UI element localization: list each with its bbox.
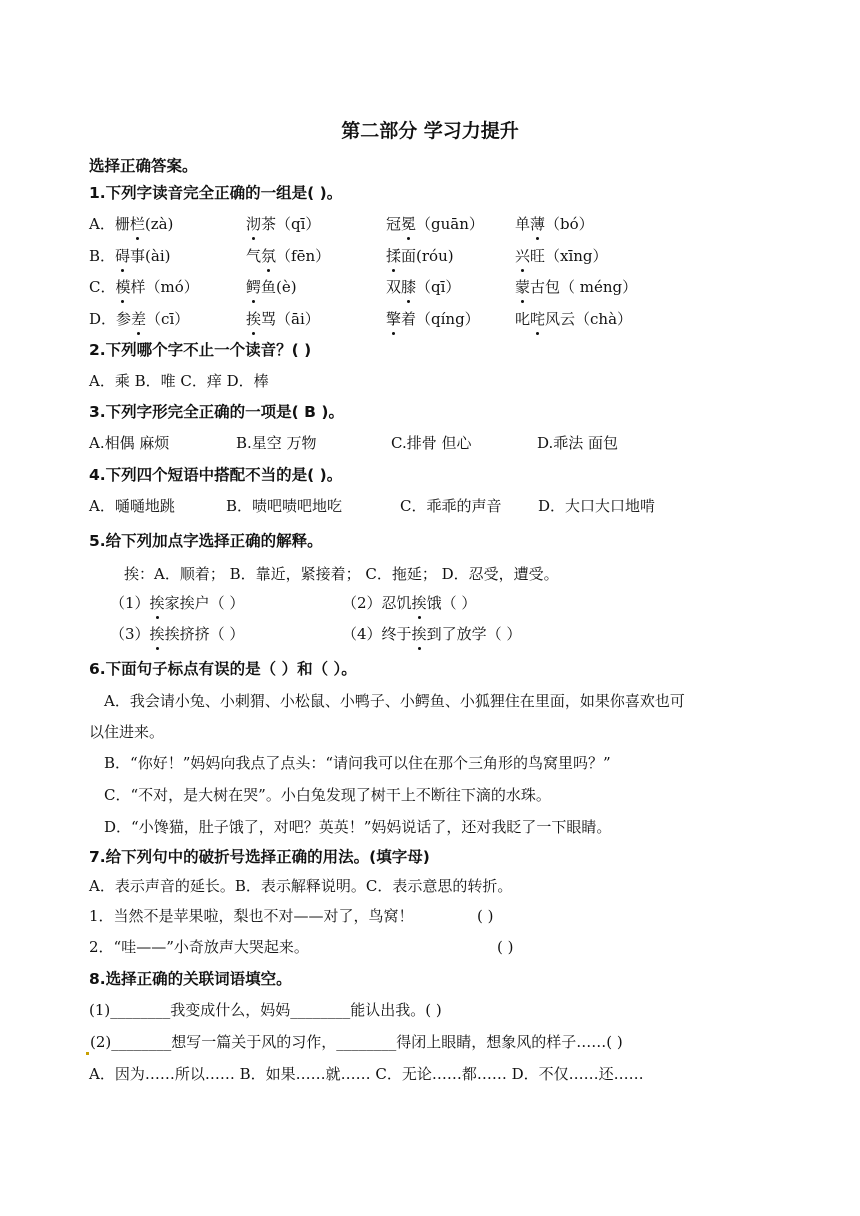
q3-options (89, 431, 749, 455)
q1-option-cell: D．参差（cī） (89, 307, 189, 331)
q1-option-cell: 单薄（bó） (515, 212, 594, 236)
q1-option-cell: 沏茶（qī） (246, 212, 320, 236)
q1-option-row (89, 275, 769, 299)
q3-option-c: C.排骨 但心 (391, 434, 472, 452)
q3-stem: 3.下列字形完全正确的一项是( B )。 (89, 403, 344, 421)
page-title: 第二部分 学习力提升 (341, 120, 519, 142)
q6-stem: 6.下面句子标点有误的是（ ）和（ ）。 (89, 660, 357, 678)
q1-option-cell: 揉面(róu) (386, 244, 454, 268)
q1-option-cell: A．栅栏(zà) (89, 212, 173, 236)
q8-options: A．因为……所以…… B．如果……就…… C．无论……都…… D．不仅……还…… (89, 1065, 644, 1083)
q8-line-1: (1)________我变成什么，妈妈________能认出我。( ) (89, 1001, 442, 1019)
q8-line-2: (2)________想写一篇关于风的习作，________得闭上眼睛，想象风的样子……( ) (86, 1030, 623, 1054)
q2-stem: 2.下列哪个字不止一个读音？( ) (89, 341, 312, 359)
q1-option-cell: 蒙古包（ méng） (515, 275, 637, 299)
q1-stem: 1.下列字读音完全正确的一组是( )。 (89, 184, 343, 202)
q5-item: （4）终于挨到了放学（ ） (342, 622, 521, 646)
q5-stem: 5.给下列加点字选择正确的解释。 (89, 532, 323, 550)
q7-stem: 7.给下列句中的破折号选择正确的用法。(填字母) (89, 848, 430, 866)
q4-option-d: D．大口大口地啃 (538, 497, 656, 515)
q1-option-cell: 擎着（qíng） (386, 307, 480, 331)
q5-definitions: 挨：A．顺着； B．靠近，紧接着； C．拖延； D．忍受，遭受。 (124, 565, 559, 583)
section-instruction: 选择正确答案。 (89, 157, 198, 175)
q1-option-cell: 冠冕（guān） (386, 212, 484, 236)
q1-option-cell: 气氛（fēn） (246, 244, 330, 268)
q4-options (89, 494, 749, 518)
q8-stem: 8.选择正确的关联词语填空。 (89, 970, 292, 988)
q4-stem: 4.下列四个短语中搭配不当的是( )。 (89, 466, 343, 484)
q3-option-b: B.星空 万物 (236, 434, 317, 452)
q7-item-2: 2．“哇——”小奇放声大哭起来。 ( ) (89, 938, 514, 956)
q4-option-c: C．乖乖的声音 (400, 497, 502, 515)
q6-option-b: B．“你好！”妈妈向我点了点头：“请问我可以住在那个三角形的鸟窝里吗？” (104, 754, 611, 772)
q1-option-cell: B．碍事(ài) (89, 244, 171, 268)
q5-item: （3）挨挨挤挤（ ） (110, 622, 244, 646)
q1-option-cell: 鳄鱼(è) (246, 275, 297, 299)
q3-option-a: A.相偶 麻烦 (89, 434, 170, 452)
q1-option-cell: C．模样（mó） (89, 275, 199, 299)
q5-items-row2 (110, 622, 670, 646)
q7-item-1: 1．当然不是苹果啦，梨也不对——对了，鸟窝！ ( ) (89, 907, 494, 925)
q1-option-cell: 兴旺（xīng） (515, 244, 608, 268)
q5-items-row1 (110, 591, 670, 615)
q6-option-a-cont: 以住进来。 (89, 723, 165, 741)
q1-option-cell: 双膝（qī） (386, 275, 460, 299)
q4-option-a: A．嗵嗵地跳 (89, 497, 175, 515)
q2-options: A．乘 B．唯 C．痒 D．棒 (89, 372, 269, 390)
q5-item: （1）挨家挨户（ ） (110, 591, 244, 615)
anchor-marker-icon (86, 1052, 89, 1055)
q1-option-cell: 挨骂（āi） (246, 307, 320, 331)
q6-option-c: C．“不对，是大树在哭”。小白兔发现了树干上不断往下滴的水珠。 (104, 786, 551, 804)
q7-definitions: A．表示声音的延长。B．表示解释说明。C．表示意思的转折。 (89, 877, 513, 895)
q4-option-b: B．啧吧啧吧地吃 (226, 497, 343, 515)
q6-option-a: A．我会请小兔、小刺猬、小松鼠、小鸭子、小鳄鱼、小狐狸住在里面，如果你喜欢也可 (104, 692, 685, 710)
q6-option-d: D．“小馋猫，肚子饿了，对吧？英英！”妈妈说话了，还对我眨了一下眼睛。 (104, 818, 612, 836)
q1-option-row (89, 244, 769, 268)
q1-option-cell: 叱咤风云（chà） (515, 307, 632, 331)
q5-item: （2）忍饥挨饿（ ） (342, 591, 476, 615)
q1-option-row (89, 307, 769, 331)
q3-option-d: D.乖法 面包 (537, 434, 619, 452)
q1-option-row (89, 212, 769, 236)
